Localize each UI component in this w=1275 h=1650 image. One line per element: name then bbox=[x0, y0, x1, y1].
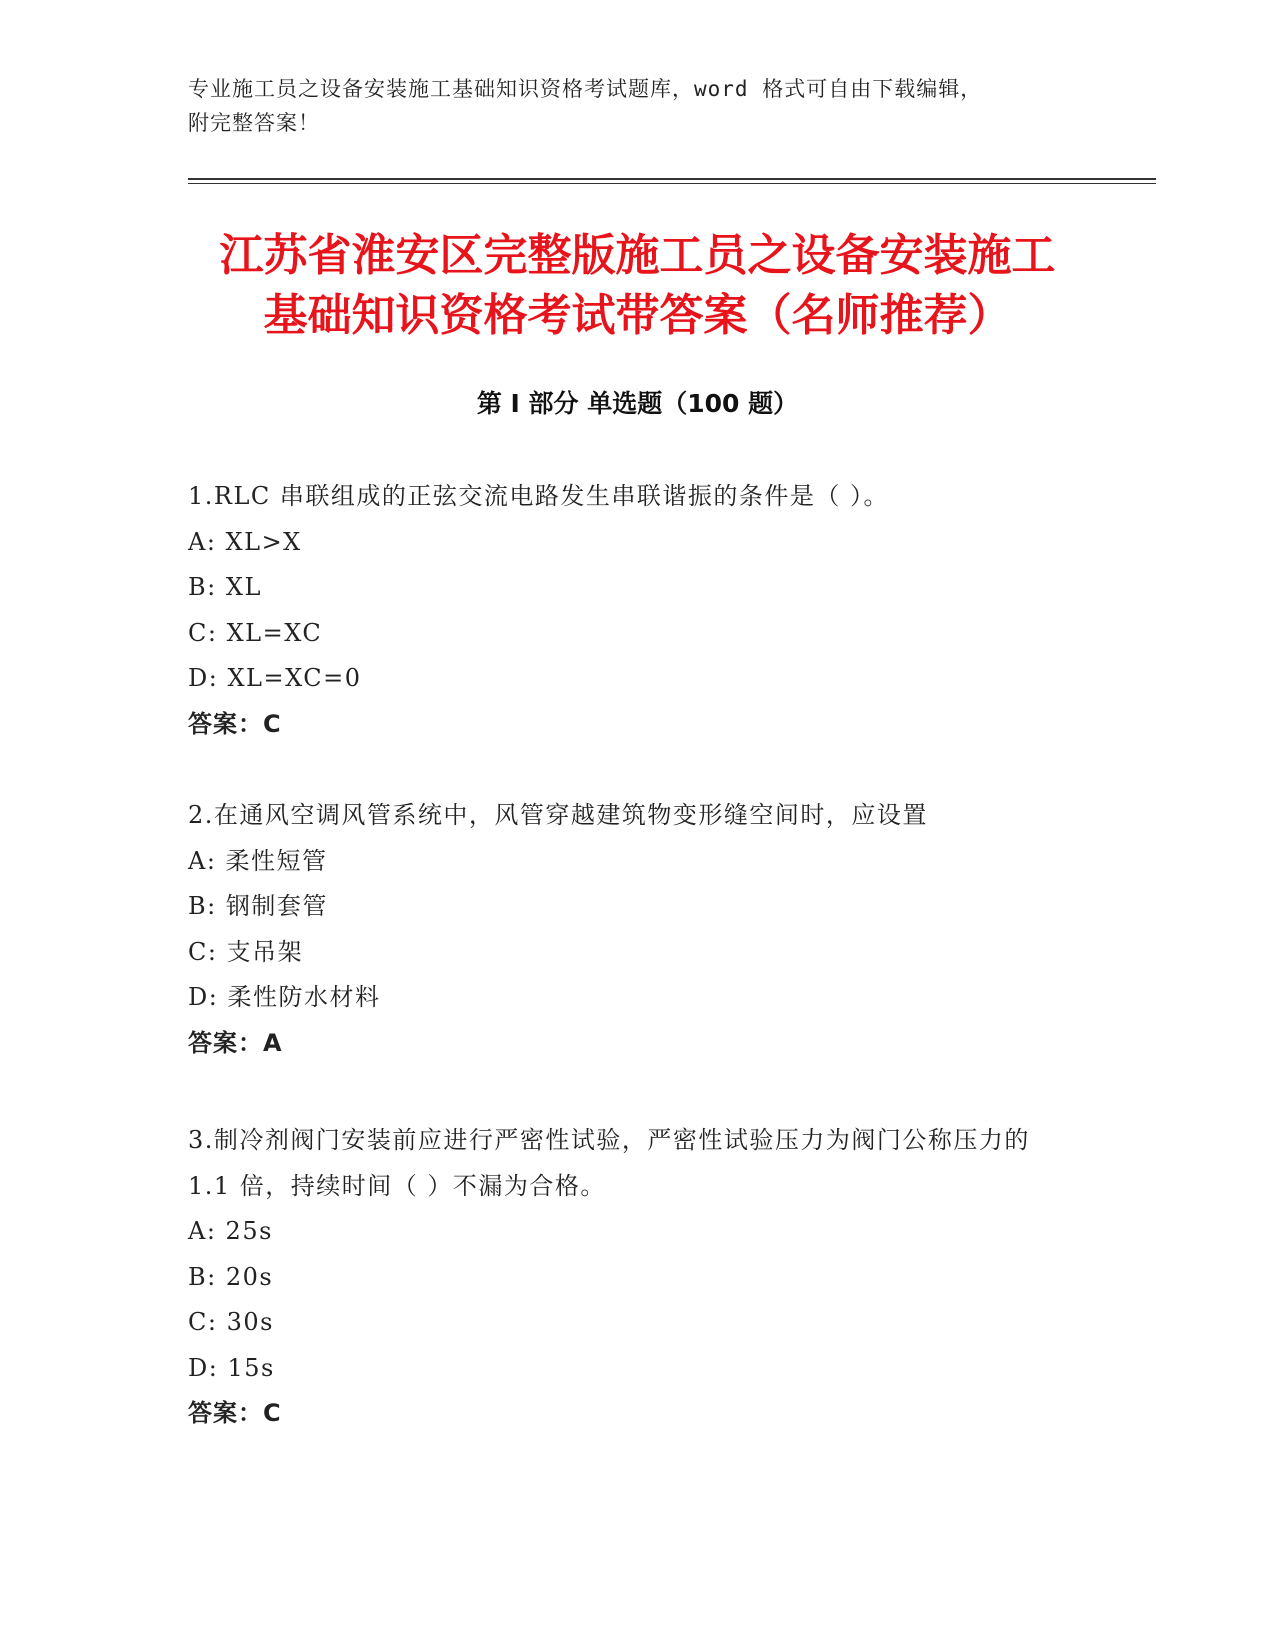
option-c: C: 支吊架 bbox=[188, 937, 304, 966]
answer-line: 答案：C bbox=[188, 1399, 282, 1427]
document-title-line-1: 江苏省淮安区完整版施工员之设备安装施工 bbox=[219, 230, 1056, 281]
document-title-line-2: 基础知识资格考试带答案（名师推荐） bbox=[263, 290, 1012, 341]
option-a: A: 25s bbox=[188, 1217, 273, 1245]
answer-line: 答案：C bbox=[188, 709, 282, 738]
option-d: D: XL=XC=0 bbox=[188, 664, 362, 692]
option-d: D: 15s bbox=[188, 1353, 275, 1382]
option-c: C: XL=XC bbox=[188, 618, 323, 647]
question-stem: 2.在通风空调风管系统中，风管穿越建筑物变形缝空间时，应设置 bbox=[188, 801, 928, 829]
question-2 bbox=[188, 793, 1068, 1066]
header-divider-thick bbox=[188, 178, 1156, 180]
option-b: B: 钢制套管 bbox=[188, 892, 328, 920]
option-b: B: XL bbox=[188, 573, 262, 601]
answer-line: 答案：A bbox=[188, 1028, 283, 1057]
option-a: A: XL>X bbox=[188, 527, 302, 556]
option-a: A: 柔性短管 bbox=[188, 846, 328, 875]
document-title bbox=[150, 226, 1125, 346]
intro-line-1: 专业施工员之设备安装施工基础知识资格考试题库，word 格式可自由下载编辑， bbox=[188, 77, 983, 101]
intro-text bbox=[188, 72, 1068, 140]
intro-line-2: 附完整答案！ bbox=[188, 111, 320, 135]
option-b: B: 20s bbox=[188, 1262, 274, 1291]
section-heading: 第 I 部分 单选题（100 题） bbox=[476, 389, 799, 418]
header-divider-thin bbox=[188, 183, 1156, 184]
option-c: C: 30s bbox=[188, 1308, 274, 1336]
question-stem: 3.制冷剂阀门安装前应进行严密性试验，严密性试验压力为阀门公称压力的 1.1 倍，持续时间（ ）不漏为合格。 bbox=[188, 1126, 1030, 1200]
option-d: D: 柔性防水材料 bbox=[188, 983, 381, 1011]
question-3 bbox=[188, 1118, 1068, 1437]
question-1 bbox=[188, 474, 1068, 747]
question-stem: 1.RLC 串联组成的正弦交流电路发生串联谐振的条件是（ ）。 bbox=[188, 482, 890, 510]
